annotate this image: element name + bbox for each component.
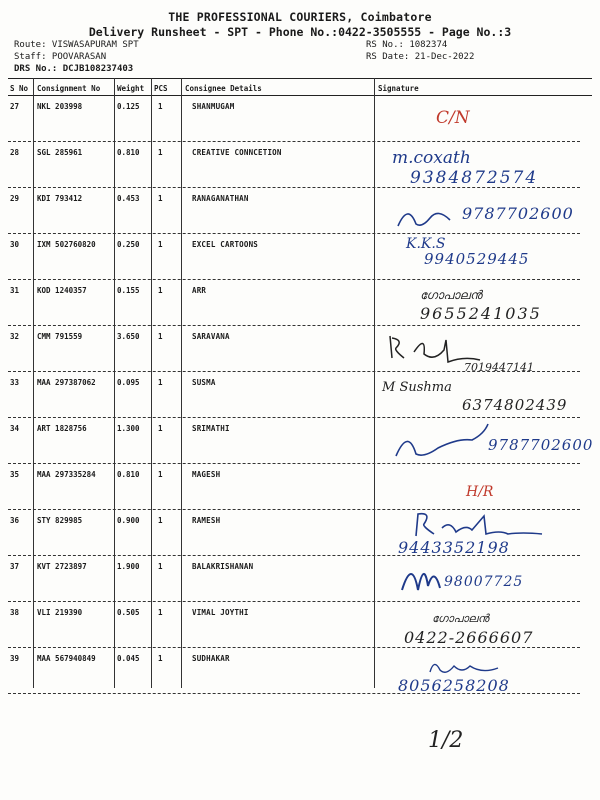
handwritten-phone: 0422-2666607 [404,628,534,647]
row-divider [8,325,580,326]
cell-consignment: VLI 219390 [37,608,83,617]
handwritten-signature [388,198,468,238]
runsheet-subtitle: Delivery Runsheet - SPT - Phone No.:0422-3505555 - Page No.:3 [88,25,512,39]
rs-date: RS Date: 21-Dec-2022 [366,52,475,62]
cell-sno: 27 [10,102,20,111]
cell-pcs: 1 [158,148,163,157]
cell-consignment: MAA 297335284 [37,470,96,479]
cell-consignee: SHANMUGAM [192,102,235,111]
col-header-pcs: PCS [154,84,168,93]
cell-pcs: 1 [158,470,163,479]
handwritten-signature [388,418,498,464]
cell-consignment: KDI 793412 [37,194,83,203]
cell-weight: 0.453 [117,194,140,203]
row-divider [8,233,580,234]
col-header-consignment: Consignment No [37,84,101,93]
col-header-weight: Weight [117,84,145,93]
cell-sno: 34 [10,424,20,433]
handwritten-name: ഗോപാലൻ [432,612,489,625]
row-divider [8,647,580,648]
cell-pcs: 1 [158,516,163,525]
cell-pcs: 1 [158,102,163,111]
cell-consignee: RANAGANATHAN [192,194,249,203]
col-divider [374,78,375,688]
cell-weight: 0.810 [117,470,140,479]
handwritten-phone: 9787702600 [488,436,594,454]
cell-consignment: CMM 791559 [37,332,83,341]
cell-pcs: 1 [158,194,163,203]
cell-consignee: SUDHAKAR [192,654,230,663]
cell-weight: 0.505 [117,608,140,617]
cell-weight: 3.650 [117,332,140,341]
table-top-border [8,78,592,79]
cell-consignment: ART 1828756 [37,424,87,433]
cell-consignee: BALAKRISHANAN [192,562,254,571]
handwritten-name: K.K.S [406,236,446,252]
handwritten-phone: 6374802439 [462,396,568,414]
cell-consignee: ARR [192,286,207,295]
cell-consignment: SGL 285961 [37,148,83,157]
handwritten-cn-mark: C/N [436,108,470,128]
handwritten-hr-mark: H/R [466,484,494,500]
cell-weight: 0.810 [117,148,140,157]
handwritten-signature [426,656,506,678]
row-divider [8,141,580,142]
cell-sno: 37 [10,562,20,571]
drs-number: DRS No.: DCJB108237403 [14,64,134,74]
cell-weight: 1.900 [117,562,140,571]
cell-consignment: MAA 297387062 [37,378,96,387]
header-bottom-border [8,95,592,96]
handwritten-signature [410,510,550,540]
cell-pcs: 1 [158,240,163,249]
cell-sno: 38 [10,608,20,617]
cell-weight: 0.900 [117,516,140,525]
handwritten-phone: 9787702600 [462,204,574,223]
cell-weight: 1.300 [117,424,140,433]
row-divider [8,601,580,602]
cell-pcs: 1 [158,424,163,433]
cell-consignment: NKL 203998 [37,102,83,111]
cell-weight: 0.125 [117,102,140,111]
handwritten-name: ഗോപാലൻ [420,288,482,302]
cell-consignee: SRIMATHI [192,424,230,433]
handwritten-phone: 9655241035 [420,304,542,323]
route-label: Route: VISWASAPURAM SPT [14,40,139,50]
cell-sno: 35 [10,470,20,479]
col-divider [114,78,115,688]
col-divider [181,78,182,688]
handwritten-name: M Sushma [382,380,452,395]
cell-weight: 0.095 [117,378,140,387]
col-header-sno: S No [10,84,29,93]
handwritten-phone: 9940529445 [424,250,530,268]
cell-sno: 39 [10,654,20,663]
handwritten-page-mark: 1/2 [428,728,464,753]
rs-number: RS No.: 1082374 [366,40,448,50]
cell-consignment: KVT 2723897 [37,562,87,571]
cell-pcs: 1 [158,378,163,387]
cell-sno: 36 [10,516,20,525]
cell-consignee: SARAVANA [192,332,230,341]
handwritten-signature [398,556,444,598]
cell-consignee: CREATIVE CONNCETION [192,148,282,157]
cell-sno: 33 [10,378,20,387]
cell-consignment: IXM 502760820 [37,240,96,249]
handwritten-phone: 8056258208 [398,676,510,695]
col-header-consignee: Consignee Details [185,84,262,93]
row-divider [8,279,580,280]
cell-pcs: 1 [158,608,163,617]
cell-pcs: 1 [158,286,163,295]
col-divider [33,78,34,688]
cell-pcs: 1 [158,332,163,341]
cell-pcs: 1 [158,562,163,571]
cell-consignment: MAA 567940849 [37,654,96,663]
cell-consignment: STY 829985 [37,516,83,525]
company-title: THE PROFESSIONAL COURIERS, Coimbatore [168,10,432,24]
cell-consignee: MAGESH [192,470,221,479]
cell-weight: 0.250 [117,240,140,249]
handwritten-phone: 7019447141 [464,361,534,374]
cell-consignee: VIMAL JOYTHI [192,608,249,617]
cell-consignee: EXCEL CARTOONS [192,240,259,249]
cell-sno: 32 [10,332,20,341]
col-divider [151,78,152,688]
staff-label: Staff: POOVARASAN [14,52,107,62]
cell-sno: 30 [10,240,20,249]
handwritten-phone: 9443352198 [398,538,510,557]
cell-weight: 0.045 [117,654,140,663]
cell-consignee: RAMESH [192,516,221,525]
cell-sno: 28 [10,148,20,157]
cell-sno: 29 [10,194,20,203]
cell-consignment: KOD 1240357 [37,286,87,295]
cell-sno: 31 [10,286,20,295]
cell-consignee: SUSMA [192,378,216,387]
handwritten-phone: 98007725 [444,574,524,590]
cell-pcs: 1 [158,654,163,663]
col-header-signature: Signature [378,84,419,93]
handwritten-name: m.coxath [392,148,471,168]
handwritten-phone: 9384872574 [410,168,539,188]
cell-weight: 0.155 [117,286,140,295]
